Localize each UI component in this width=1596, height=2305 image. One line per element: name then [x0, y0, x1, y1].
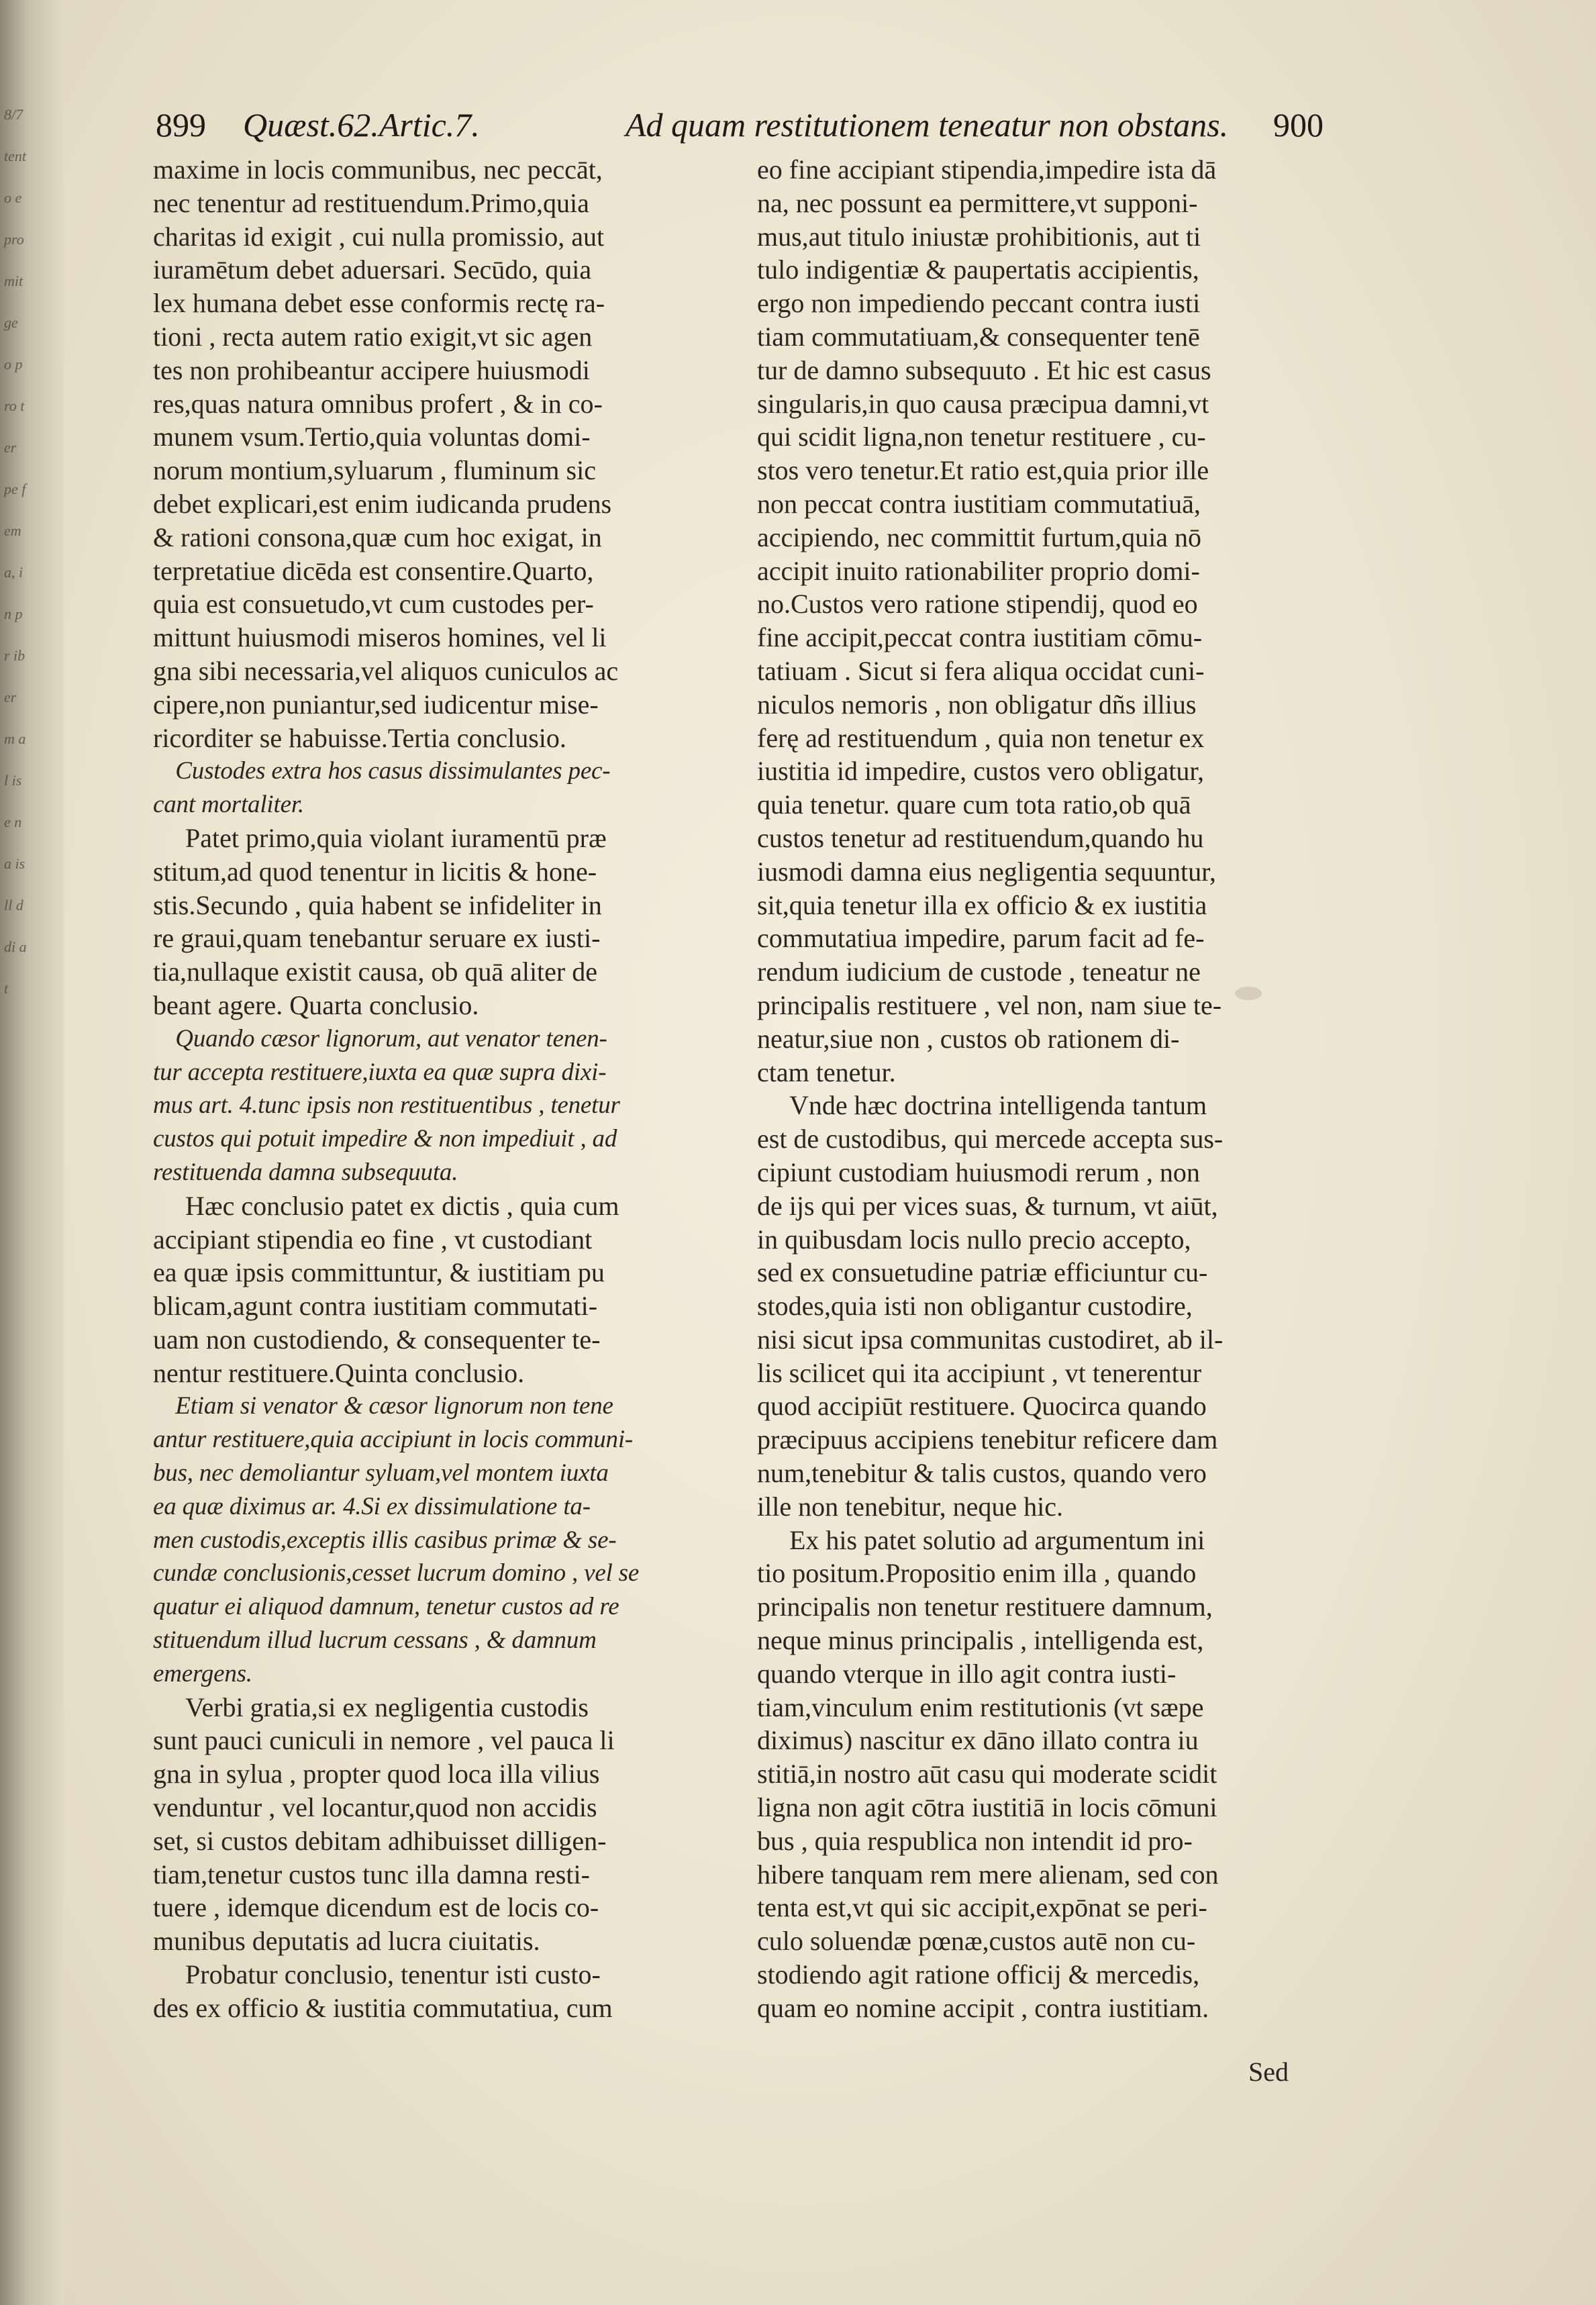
paragraph: eo fine accipiant stipendia,impedire ista dā na, nec possunt ea permittere,vt supponi- mus,aut titulo iniustæ prohibitionis, aut ti tulo indigentiæ & paupertatis accipientis, ergo non impediendo peccant contra iusti tiam commutatiuam,& consequenter tenē tur de damno subsequuto . Et hic est casus singularis,in quo causa præcipua damni,vt qui scidit ligna,non tenetur restituere , cu- stos vero tenetur.Et ratio est,quia prior ille non peccat contra iustitiam commutatiuā, accipiendo, nec committit furtum,quia nō accipit inuito rationabiliter proprio domi- no.Custos vero ratione stipendij, quod eo fine accipit,peccat contra iustitiam cōmu- tatiuam . Sicut si fera aliqua occidat cuni- niculos nemoris , non obligatur dñs illius ferę ad restituendum , quia non tenetur ex iustitia id impedire, custos vero obligatur, quia tenetur. quare cum tota ratio,ob quā custos tenetur ad restituendum,quando hu iusmodi damna eius negligentia sequuntur, sit,quia tenetur illa ex officio & ex iustitia commutatiua impedire, parum facit ad fe- rendum iudicium de custode , teneatur ne principalis restituere , vel non, nam siue te- neatur,siue non , custos ob rationem di- ctam tenetur.	[757, 154, 1222, 1087]
conclusion-heading: Quando cæsor lignorum, aut venator tenen- tur accepta restituere,iuxta ea quæ supra dixi- mus art. 4.tunc ipsis non restituentibus , tenetur custos qui potuit impedire & non impediuit , ad restituenda damna subsequuta.	[153, 1024, 620, 1186]
paragraph: Hæc conclusio patet ex dictis , quia cum accipiant stipendia eo fine , vt custodiant ea quæ ipsis committuntur, & iustitiam pu blicam,agunt contra iustitiam commutati- uam non custodiendo, & consequenter te- nentur restituere.Quinta conclusio.	[153, 1190, 619, 1388]
running-title-right: Ad quam restitutionem teneatur non obstans.	[626, 106, 1229, 144]
page-number-left: 899	[156, 106, 206, 144]
catchword: Sed	[1248, 2057, 1289, 2087]
page-number-right: 900	[1273, 106, 1324, 144]
conclusion-heading: Etiam si venator & cæsor lignorum non tene antur restituere,quia accipiunt in locis communi- bus, nec demoliantur syluam,vel montem iuxta ea quæ diximus ar. 4.Si ex dissimulatione ta- men custodis,exceptis illis casibus primæ & se- cundæ conclusionis,cesset lucrum domino , vel se quatur ei aliquod damnum, tenetur custos ad re stituendum illud lucrum cessans , & damnum emergens.	[153, 1392, 640, 1687]
paragraph: Probatur conclusio, tenentur isti custo- des ex officio & iustitia commutatiua, cum	[153, 1959, 613, 2023]
conclusion-heading: Custodes extra hos casus dissimulantes pec- cant mortaliter.	[153, 757, 611, 819]
paragraph: maxime in locis communibus, nec peccāt, nec tenentur ad restituendum.Primo,quia charitas id exigit , cui nulla promissio, aut iuramētum debet aduersari. Secūdo, quia lex humana debet esse conformis rectę ra- tioni , recta autem ratio exigit,vt sic agen tes non prohibeantur accipere huiusmodi res,quas natura omnibus profert , & in co- munem vsum.Tertio,quia voluntas domi- norum montium,syluarum , fluminum sic debet explicari,est enim iudicanda prudens & rationi consona,quæ cum hoc exigat, in terpretatiue dicēda est consentire.Quarto, quia est consuetudo,vt cum custodes per- mittunt huiusmodi miseros homines, vel li gna sibi necessaria,vel aliquos cuniculos ac cipere,non puniantur,sed iudicentur mise- ricorditer se habuisse.Tertia conclusio.	[153, 154, 619, 753]
paragraph: Ex his patet solutio ad argumentum ini tio positum.Propositio enim illa , quando principalis non tenetur restituere damnum, neque minus principalis , intelligenda est, quando vterque in illo agit contra iusti- tiam,vinculum enim restitutionis (vt sæpe diximus) nascitur ex dāno illato contra iu stitiā,in nostro aūt casu qui moderate scidit ligna non agit cōtra iustitiā in locis cōmuni bus , quia respublica non intendit id pro- hibere tanquam rem mere alienam, sed con tenta est,vt qui sic accipit,expōnat se peri- culo soluendæ pœnæ,custos autē non cu- stodiendo agit ratione officij & mercedis, quam eo nomine accipit , contra iustitiam.	[757, 1524, 1219, 2023]
right-column	[757, 153, 1294, 2025]
paragraph: Vnde hæc doctrina intelligenda tantum est de custodibus, qui mercede accepta sus- cipiunt custodiam huiusmodi rerum , non de ijs qui per vices suas, & turnum, vt aiūt, in quibusdam locis nullo precio accepto, sed ex consuetudine patriæ efficiuntur cu- stodes,quia isti non obligantur custodire, nisi sicut ipsa communitas custodiret, ab il- lis scilicet qui ita accipiunt , vt tenerentur quod accipiūt restituere. Quocirca quando præcipuus accipiens tenebitur reficere dam num,tenebitur & talis custos, quando vero ille non tenebitur, neque hic.	[757, 1090, 1224, 1522]
left-column	[153, 153, 713, 2025]
paragraph: Verbi gratia,si ex negligentia custodis sunt pauci cuniculi in nemore , vel pauca li gna in sylua , propter quod loca illa vilius venduntur , vel locantur,quod non accidis set, si custos debitam adhibuisset dilligen- tiam,tenetur custos tunc illa damna resti- tuere , idemque dicendum est de locis co- munibus deputatis ad lucra ciuitatis.	[153, 1691, 615, 1957]
paper-stain	[1235, 987, 1262, 1000]
running-title-left: Quæst.62.Artic.7.	[243, 106, 480, 144]
running-head	[156, 101, 1324, 149]
paragraph: Patet primo,quia violant iuramentū præ stitum,ad quod tenentur in licitis & hone- stis.Secundo , quia habent se infideliter in re graui,quam tenebantur seruare ex iusti- tia,nullaque existit causa, ob quā aliter de beant agere. Quarta conclusio.	[153, 822, 607, 1020]
margin-notes-fragment: 8/7 tento e pro mit ge o pro ter pe fem a, in pr ib er m al is e n a is ll d di at	[4, 106, 27, 997]
